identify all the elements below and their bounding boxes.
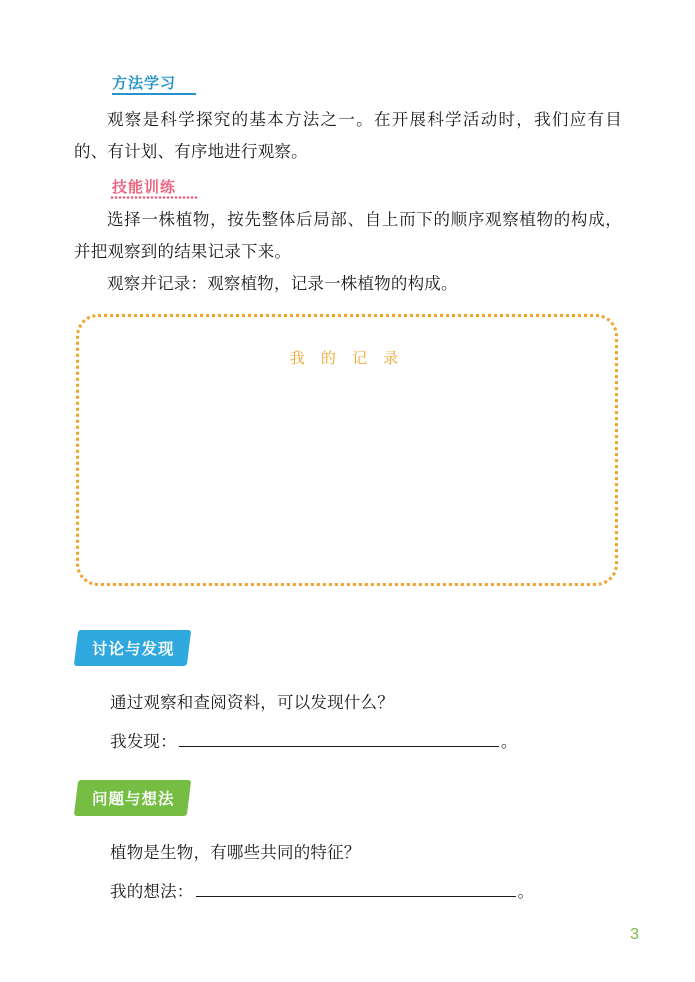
answer-blank-discussion[interactable] bbox=[179, 730, 499, 747]
banner-discussion-number: 1 bbox=[198, 634, 229, 662]
answer-suffix-discussion: 。 bbox=[500, 732, 518, 751]
banner-discussion-label: 讨论与发现 bbox=[92, 641, 175, 658]
heading-dotted-underline bbox=[110, 196, 198, 199]
section-heading-method-learning bbox=[112, 72, 176, 93]
question-discussion: 通过观察和查阅资料，可以发现什么？ bbox=[110, 693, 394, 712]
answer-line-ideas[interactable] bbox=[110, 878, 534, 902]
paragraph-skill-training: 选择一株植物，按先整体后局部、自上而下的顺序观察植物的构成，并把观察到的结果记录下来。 bbox=[74, 210, 622, 261]
section-heading-method-learning-label: 方法学习 bbox=[112, 75, 177, 92]
heading-underline bbox=[112, 93, 196, 95]
section-heading-skill-training bbox=[112, 176, 176, 197]
banner-questions-label: 问题与想法 bbox=[92, 791, 175, 808]
answer-suffix-ideas: 。 bbox=[517, 882, 535, 901]
section-heading-skill-training-label: 技能训练 bbox=[112, 179, 177, 196]
paragraph-method-learning: 观察是科学探究的基本方法之一。在开展科学活动时，我们应有目的、有计划、有序地进行观察。 bbox=[74, 110, 622, 161]
banner-discussion-and-discovery bbox=[74, 630, 220, 666]
page-number: 3 bbox=[630, 926, 639, 943]
banner-questions-number: 2 bbox=[198, 784, 229, 812]
answer-blank-ideas[interactable] bbox=[196, 880, 516, 897]
my-record-title: 我 的 记 录 bbox=[289, 350, 405, 367]
answer-prefix-discussion: 我发现： bbox=[110, 732, 177, 751]
answer-prefix-ideas: 我的想法： bbox=[110, 882, 194, 901]
answer-line-discussion[interactable] bbox=[110, 728, 518, 752]
paragraph-observe-and-record: 观察并记录：观察植物，记录一株植物的构成。 bbox=[107, 274, 458, 293]
question-ideas: 植物是生物，有哪些共同的特征？ bbox=[110, 843, 361, 862]
banner-questions-and-ideas bbox=[74, 780, 220, 816]
my-record-box[interactable] bbox=[76, 314, 618, 586]
